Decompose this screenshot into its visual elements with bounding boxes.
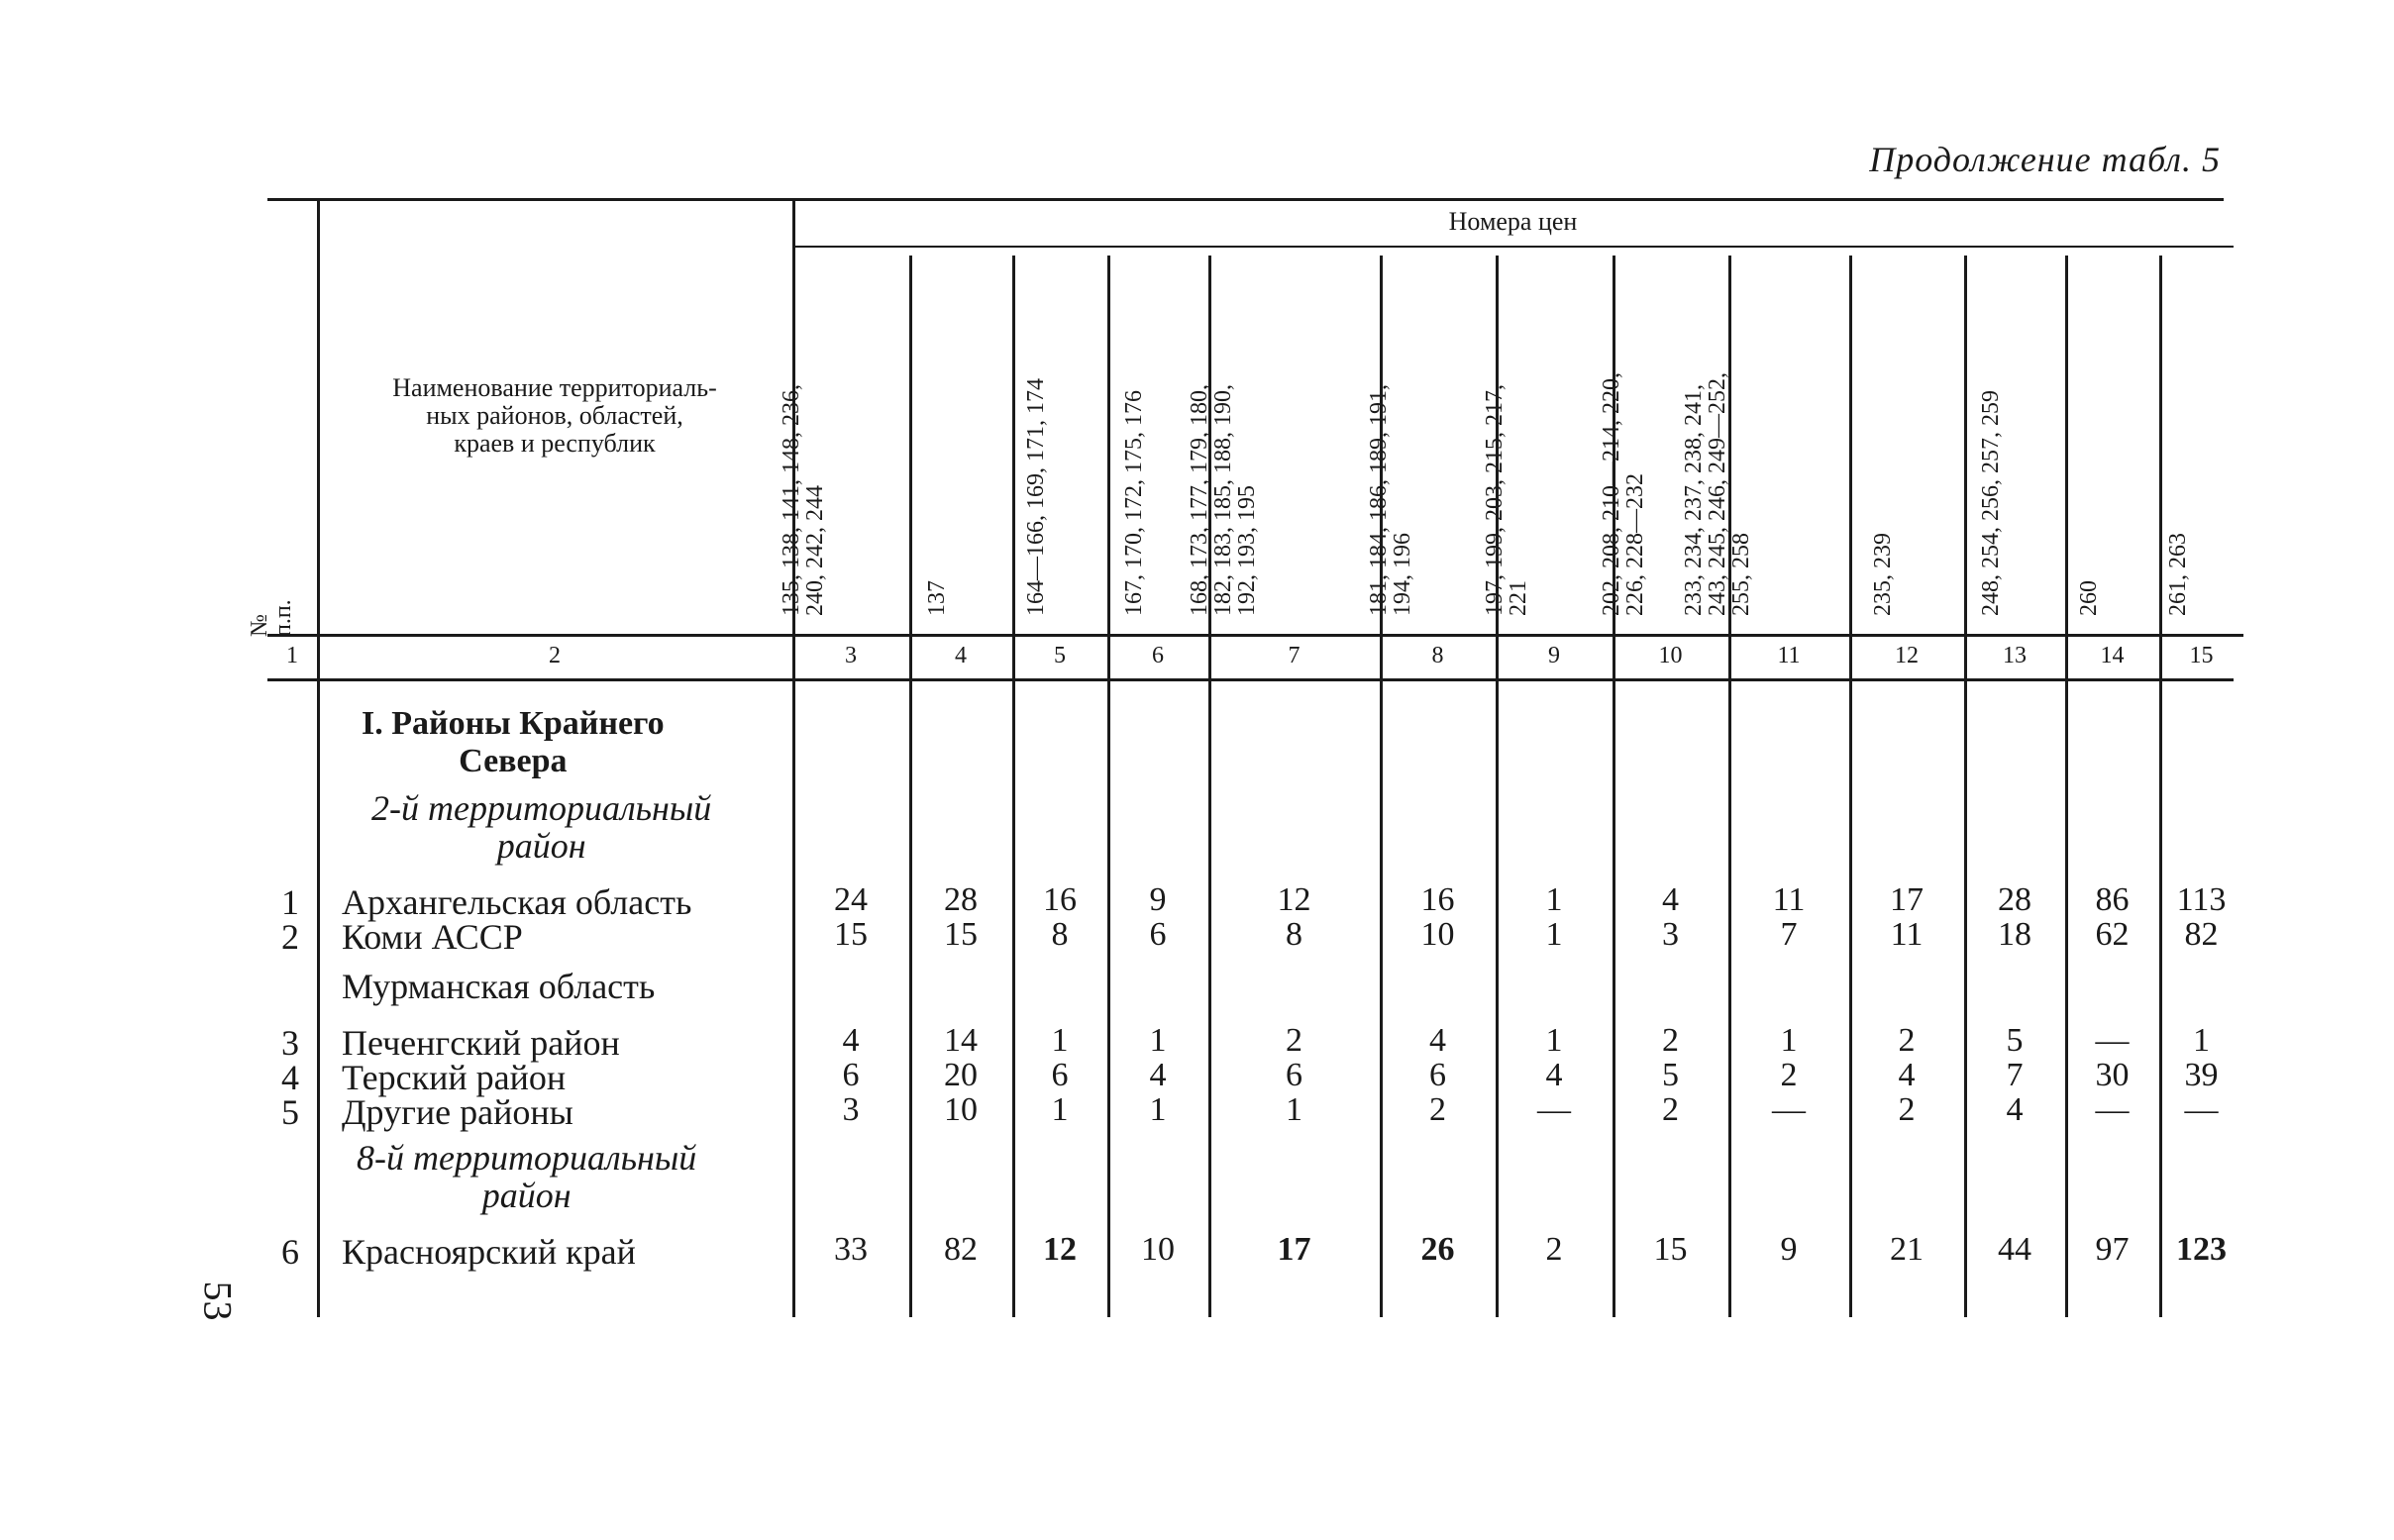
col-divider xyxy=(909,256,912,1317)
cell-value: 30 xyxy=(2095,1057,2130,1093)
col-divider xyxy=(2159,256,2162,1317)
cell-value: 1 xyxy=(1149,1091,1167,1128)
cell-value: 26 xyxy=(1420,1231,1455,1268)
cell-value: 33 xyxy=(834,1231,868,1268)
cell-value: 15 xyxy=(944,916,978,953)
price-col-header: 260 xyxy=(2075,580,2102,616)
price-col-header: 137 xyxy=(924,580,950,616)
col-divider xyxy=(1964,256,1967,1317)
cell-value: — xyxy=(1537,1091,1571,1128)
price-col-header: 235, 239 xyxy=(1870,533,1896,616)
section-title: I. Районы Крайнего Севера xyxy=(362,705,665,779)
row-name: Красноярский край xyxy=(342,1232,636,1272)
cell-value: 1 xyxy=(1780,1022,1798,1059)
cell-value: 11 xyxy=(1772,881,1806,918)
cell-value: 82 xyxy=(2184,916,2219,953)
row-name: Архангельская область xyxy=(342,882,692,922)
index-cell: 6 xyxy=(1152,643,1164,668)
cell-value: — xyxy=(2095,1091,2130,1128)
cell-value: 2 xyxy=(1780,1057,1798,1093)
cell-value: 6 xyxy=(1051,1057,1069,1093)
index-cell: 15 xyxy=(2189,643,2214,668)
col-name-header: Наименование территориаль- ных районов, областей, краев и республик xyxy=(392,373,717,458)
cell-value: 11 xyxy=(1890,916,1924,953)
cell-value: 10 xyxy=(1420,916,1455,953)
section-subtitle: 8-й территориальный район xyxy=(357,1138,697,1215)
cell-value: 20 xyxy=(944,1057,978,1093)
col-divider xyxy=(1107,256,1110,1317)
cell-value: 5 xyxy=(1662,1057,1679,1093)
cell-value: 16 xyxy=(1420,881,1455,918)
cell-value: 4 xyxy=(1662,881,1679,918)
row-number: 1 xyxy=(281,882,299,922)
cell-value: 8 xyxy=(1051,916,1069,953)
cell-value: 18 xyxy=(1998,916,2031,953)
index-cell: 1 xyxy=(286,643,298,668)
cell-value: 2 xyxy=(1545,1231,1563,1268)
cell-value: 123 xyxy=(2176,1231,2227,1268)
cell-value: 4 xyxy=(1898,1057,1916,1093)
cell-value: 2 xyxy=(1429,1091,1446,1128)
row-name: Коми АССР xyxy=(342,917,523,957)
table-caption: Продолжение табл. 5 xyxy=(1869,140,2221,179)
cell-value: 21 xyxy=(1890,1231,1924,1268)
cell-value: 9 xyxy=(1149,881,1167,918)
cell-value: 1 xyxy=(1149,1022,1167,1059)
cell-value: — xyxy=(2184,1091,2219,1128)
cell-value: 7 xyxy=(1780,916,1798,953)
cell-value: 10 xyxy=(1141,1231,1175,1268)
cell-value: 8 xyxy=(1286,916,1302,953)
cell-value: 28 xyxy=(944,881,978,918)
cell-value: 1 xyxy=(1545,881,1563,918)
index-cell: 5 xyxy=(1054,643,1066,668)
cell-value: 44 xyxy=(1998,1231,2031,1268)
price-col-header: 197, 199, 203, 215, 217, 221 xyxy=(1482,384,1531,616)
index-cell: 4 xyxy=(955,643,967,668)
cell-value: 4 xyxy=(1545,1057,1563,1093)
index-cell: 7 xyxy=(1288,643,1301,668)
col-divider xyxy=(1849,256,1852,1317)
price-col-header: 233, 234, 237, 238, 241, 243, 245, 246, 249—252, 255, 258 xyxy=(1681,372,1754,616)
index-cell: 2 xyxy=(549,643,561,668)
cell-value: 24 xyxy=(834,881,868,918)
index-cell: 8 xyxy=(1431,643,1444,668)
cell-value: 14 xyxy=(944,1022,978,1059)
index-cell: 12 xyxy=(1895,643,1919,668)
section-subtitle: 2-й территориальный район xyxy=(371,788,712,866)
row-name: Терский район xyxy=(342,1058,567,1097)
cell-value: 1 xyxy=(1545,1022,1563,1059)
index-cell: 10 xyxy=(1658,643,1683,668)
cell-value: 86 xyxy=(2095,881,2130,918)
price-col-header: 202, 208, 210—214, 220, 226, 228—232 xyxy=(1598,372,1648,616)
cell-value: 16 xyxy=(1043,881,1077,918)
row-number: 2 xyxy=(281,917,299,957)
cell-value: 2 xyxy=(1898,1022,1916,1059)
cell-value: 97 xyxy=(2095,1231,2130,1268)
cell-value: — xyxy=(2095,1022,2130,1059)
rule-prices xyxy=(792,246,2234,248)
cell-value: 2 xyxy=(1898,1091,1916,1128)
cell-value: 12 xyxy=(1043,1231,1077,1268)
cell-value: 82 xyxy=(944,1231,978,1268)
cell-value: 4 xyxy=(1149,1057,1167,1093)
cell-value: 6 xyxy=(1286,1057,1302,1093)
cell-value: 15 xyxy=(834,916,868,953)
cell-value: 17 xyxy=(1890,881,1924,918)
cell-value: 10 xyxy=(944,1091,978,1128)
index-cell: 11 xyxy=(1777,643,1801,668)
cell-value: 6 xyxy=(1149,916,1167,953)
price-col-header: 248, 254, 256, 257, 259 xyxy=(1978,390,2004,616)
cell-value: 7 xyxy=(2006,1057,2024,1093)
row-number: 5 xyxy=(281,1092,299,1132)
cell-value: 1 xyxy=(2193,1022,2210,1059)
col-num-header: № п.п. xyxy=(247,599,296,637)
index-cell: 9 xyxy=(1548,643,1560,668)
region-subheading: Мурманская область xyxy=(342,967,656,1006)
cell-value: 113 xyxy=(2176,881,2227,918)
row-name: Печенгский район xyxy=(342,1023,620,1063)
cell-value: 3 xyxy=(1662,916,1679,953)
cell-value: 15 xyxy=(1653,1231,1688,1268)
cell-value: 1 xyxy=(1286,1091,1302,1128)
rule-index-bottom xyxy=(267,678,2234,681)
cell-value: 17 xyxy=(1277,1231,1311,1268)
row-number: 4 xyxy=(281,1058,299,1097)
cell-value: 3 xyxy=(842,1091,860,1128)
index-cell: 14 xyxy=(2100,643,2125,668)
cell-value: 1 xyxy=(1051,1091,1069,1128)
cell-value: 5 xyxy=(2006,1022,2024,1059)
price-col-header: 167, 170, 172, 175, 176 xyxy=(1121,390,1147,616)
row-number: 6 xyxy=(281,1232,299,1272)
cell-value: 1 xyxy=(1545,916,1563,953)
price-col-header: 135, 138, 141, 148, 236, 240, 242, 244 xyxy=(779,384,828,616)
index-cell: 3 xyxy=(845,643,857,668)
index-cell: 13 xyxy=(2003,643,2027,668)
col-divider xyxy=(1012,256,1015,1317)
price-col-header: 164—166, 169, 171, 174 xyxy=(1023,378,1049,616)
prices-header: Номера цен xyxy=(1448,207,1578,236)
cell-value: 4 xyxy=(1429,1022,1446,1059)
cell-value: 39 xyxy=(2184,1057,2219,1093)
page-number: 53 xyxy=(195,1281,241,1321)
row-number: 3 xyxy=(281,1023,299,1063)
cell-value: — xyxy=(1772,1091,1806,1128)
cell-value: 6 xyxy=(1429,1057,1446,1093)
price-col-header: 261, 263 xyxy=(2164,533,2191,616)
cell-value: 6 xyxy=(842,1057,860,1093)
cell-value: 2 xyxy=(1286,1022,1302,1059)
row-name: Другие районы xyxy=(342,1092,573,1132)
price-col-header: 168, 173, 177, 179, 180, 182, 183, 185, 188, 190, 192, 193, 195 xyxy=(1186,384,1260,616)
price-col-header: 181, 184, 186, 189, 191, 194, 196 xyxy=(1365,384,1415,616)
cell-value: 12 xyxy=(1277,881,1311,918)
cell-value: 2 xyxy=(1662,1022,1679,1059)
cell-value: 28 xyxy=(1998,881,2031,918)
cell-value: 4 xyxy=(2006,1091,2024,1128)
cell-value: 4 xyxy=(842,1022,860,1059)
cell-value: 2 xyxy=(1662,1091,1679,1128)
cell-value: 62 xyxy=(2095,916,2130,953)
col-divider xyxy=(2065,256,2068,1317)
cell-value: 1 xyxy=(1051,1022,1069,1059)
cell-value: 9 xyxy=(1780,1231,1798,1268)
